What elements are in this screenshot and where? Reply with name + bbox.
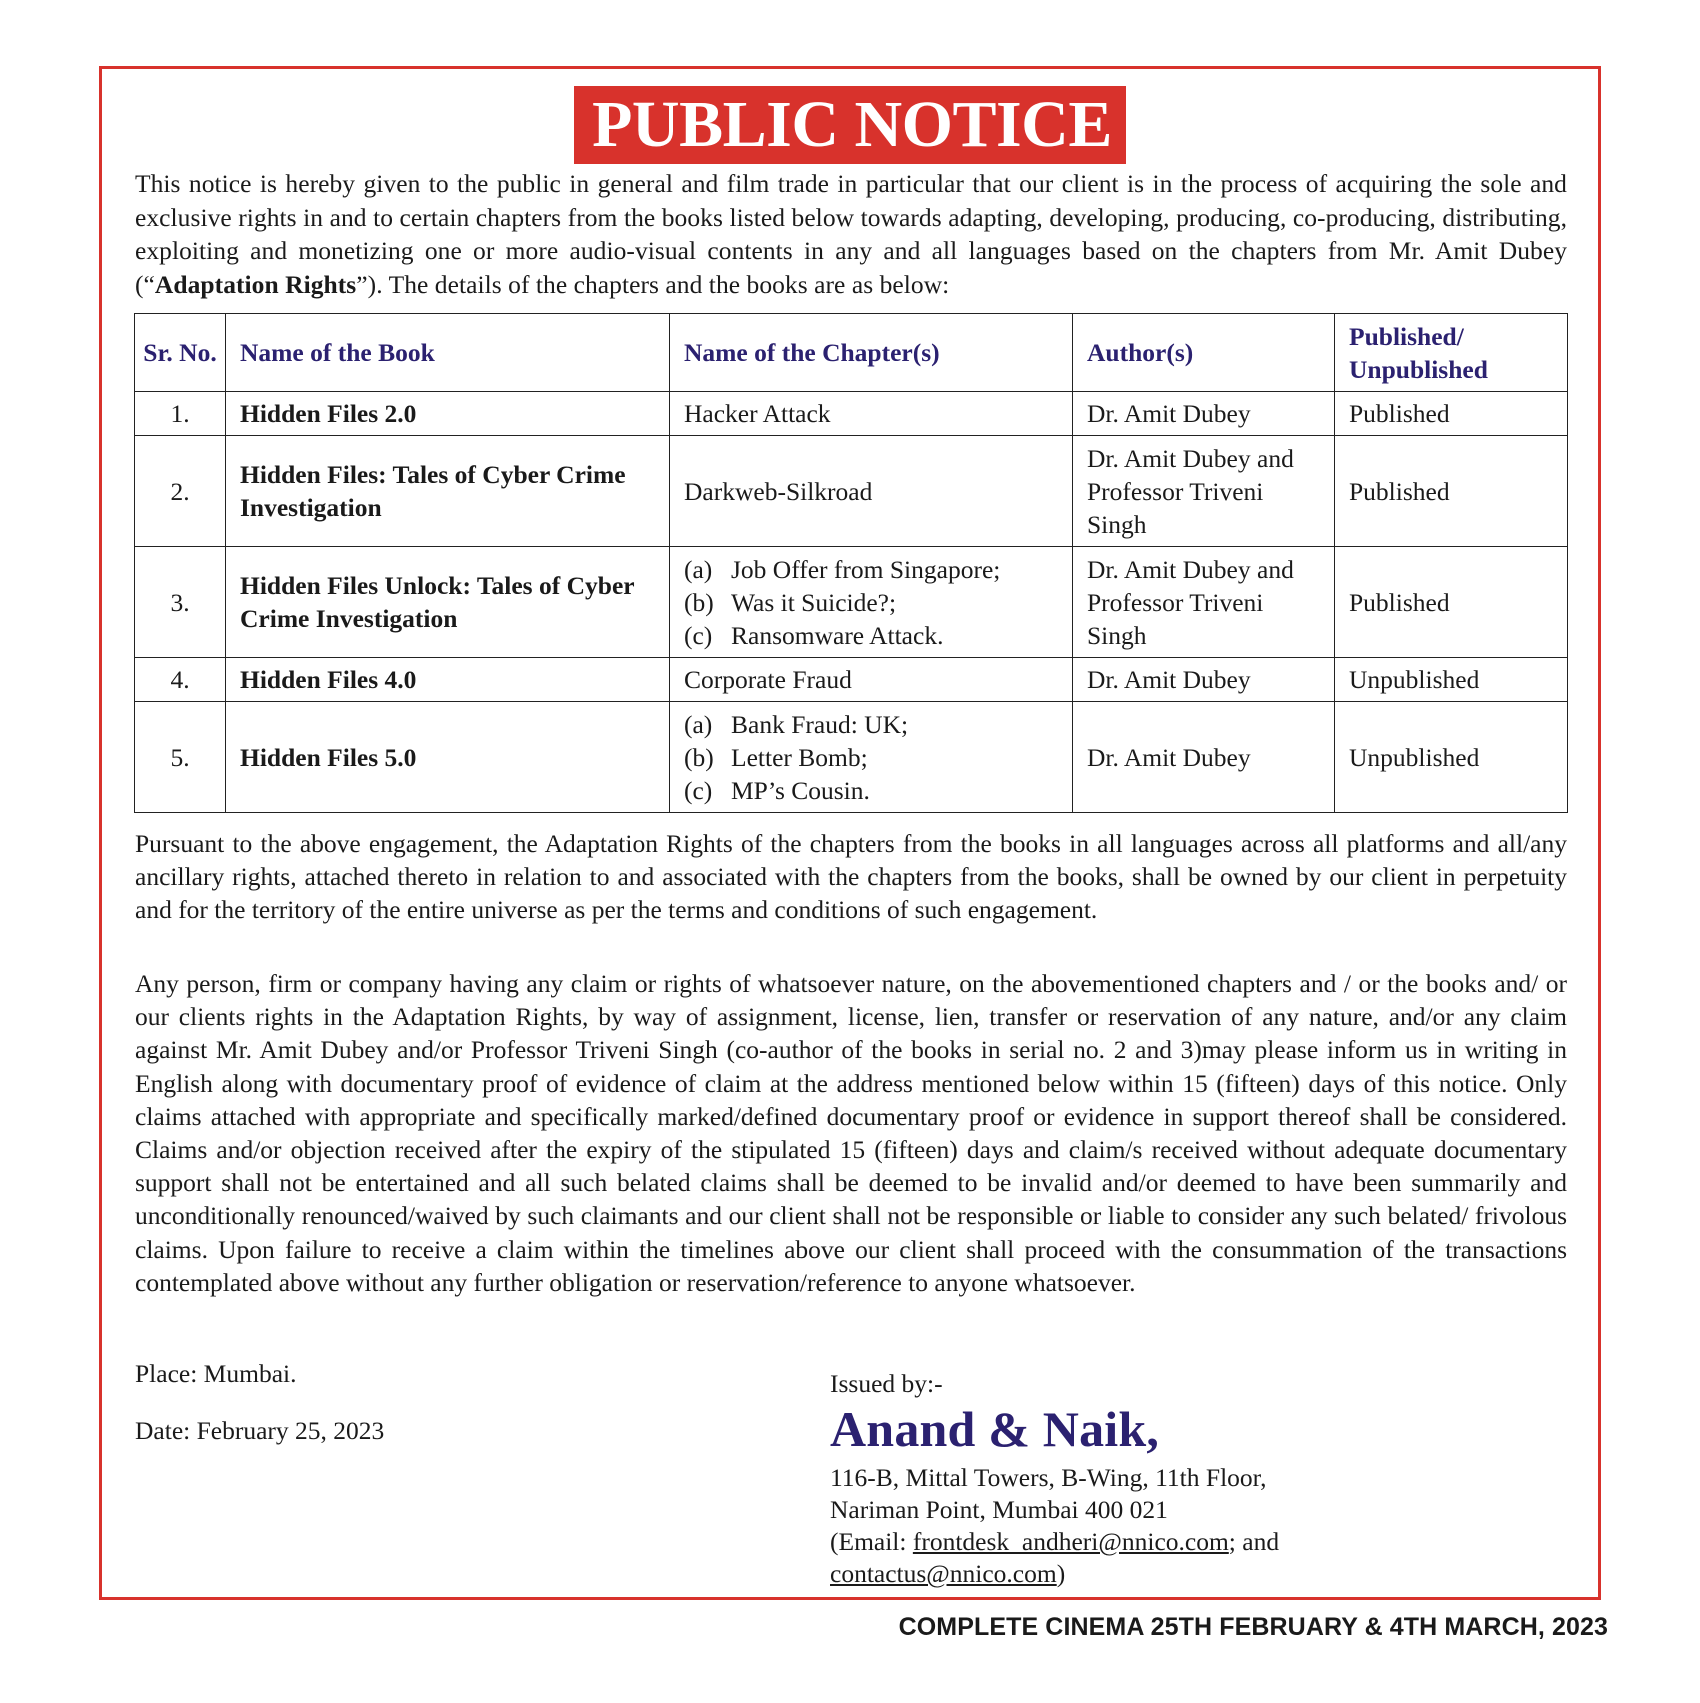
- cell-sr: 5.: [135, 702, 226, 813]
- cell-chapter: [670, 658, 1073, 702]
- firm-name-text: Anand & Naik: [830, 1401, 1147, 1457]
- issuer-block: [830, 1367, 1530, 1590]
- cell-author: Dr. Amit Dubey and Professor Triveni Singh: [1073, 436, 1335, 547]
- cell-book: Hidden Files Unlock: Tales of Cyber Crime Investigation: [226, 547, 670, 658]
- cell-status: Published: [1335, 436, 1568, 547]
- header-publish-status: Published/ Unpublished: [1335, 314, 1568, 392]
- cell-chapter: [670, 436, 1073, 547]
- engagement-paragraph: Pursuant to the above engagement, the Adaptation Rights of the chapters from the books in all languages across all platforms and all/any ancillary rights, attached thereto in relation to and associated with the chapters from the books, shall be owned by our client in perpetuity and for the territory of the entire universe as per the terms and conditions of such engagement.: [135, 829, 1567, 925]
- cell-author: Dr. Amit Dubey: [1073, 702, 1335, 813]
- header-sr-no: Sr. No.: [135, 314, 226, 392]
- list-item: [684, 774, 1058, 807]
- place-line: Place: Mumbai.: [135, 1359, 297, 1388]
- chapters-table: [134, 313, 1568, 813]
- table-row: [135, 436, 1568, 547]
- list-item: [684, 619, 1058, 652]
- cell-book: Hidden Files: Tales of Cyber Crime Investigation: [226, 436, 670, 547]
- header-book-name: Name of the Book: [226, 314, 670, 392]
- cell-chapter: [670, 547, 1073, 658]
- publication-footer: COMPLETE CINEMA 25TH FEBRUARY & 4TH MARCH, 2023: [898, 1613, 1608, 1641]
- email-join: ; and: [1228, 1527, 1280, 1556]
- title-wrap: [0, 86, 1700, 164]
- header-chapter-name: Name of the Chapter(s): [670, 314, 1073, 392]
- chapter-mark: (a): [684, 554, 713, 584]
- cell-book: Hidden Files 4.0: [226, 658, 670, 702]
- cell-sr: 1.: [135, 392, 226, 436]
- list-item: [684, 741, 1058, 774]
- cell-chapter: [670, 392, 1073, 436]
- list-item: [684, 708, 1058, 741]
- cell-sr: 3.: [135, 547, 226, 658]
- firm-name-comma: ,: [1146, 1401, 1160, 1457]
- notice-title: PUBLIC NOTICE: [574, 86, 1126, 164]
- chapter-list: [684, 553, 1058, 652]
- chapter-text: Corporate Fraud: [684, 665, 852, 694]
- chapter-text: Job Offer from Singapore;: [731, 554, 1001, 584]
- intro-text-before: This notice is hereby given to the public in general and film trade in particular that our client is in the process of acquiring the sole and exclusive rights in and to certain chapters from the books listed below towards adapting, developing, producing, co-producing, distributing, exploiting and monetizing one or more audio-visual contents in any and all languages based on the chapters from Mr. Amit Dubey (“: [135, 169, 1567, 299]
- cell-status: Unpublished: [1335, 702, 1568, 813]
- chapter-mark: (b): [684, 587, 714, 617]
- chapter-mark: (c): [684, 775, 713, 805]
- intro-defined-term: Adaptation Rights: [154, 269, 357, 299]
- email-link-contactus[interactable]: contactus@nnico.com: [830, 1559, 1057, 1588]
- intro-paragraph: [135, 167, 1567, 301]
- header-authors: Author(s): [1073, 314, 1335, 392]
- cell-status: Unpublished: [1335, 658, 1568, 702]
- email-line: [830, 1526, 1530, 1558]
- cell-sr: 4.: [135, 658, 226, 702]
- chapter-mark: (c): [684, 620, 713, 650]
- chapter-text: Was it Suicide?;: [731, 587, 897, 617]
- chapter-text: Darkweb-Silkroad: [684, 476, 873, 506]
- chapter-list: [684, 708, 1058, 807]
- email-suffix: ): [1056, 1559, 1066, 1588]
- chapter-text: Bank Fraud: UK;: [731, 709, 909, 739]
- cell-book: Hidden Files 2.0: [226, 392, 670, 436]
- list-item: [684, 586, 1058, 619]
- chapter-text: MP’s Cousin.: [731, 775, 870, 805]
- chapter-text: Ransomware Attack.: [731, 620, 944, 650]
- cell-sr: 2.: [135, 436, 226, 547]
- email-line-2: [830, 1558, 1530, 1590]
- email-link-frontdesk[interactable]: frontdesk_andheri@nnico.com: [912, 1527, 1229, 1556]
- cell-book: Hidden Files 5.0: [226, 702, 670, 813]
- chapter-mark: (a): [684, 709, 713, 739]
- address-line-2: Nariman Point, Mumbai 400 021: [830, 1495, 1168, 1524]
- cell-status: Published: [1335, 547, 1568, 658]
- table-row: [135, 392, 1568, 436]
- date-line: Date: February 25, 2023: [135, 1416, 385, 1445]
- cell-chapter: [670, 702, 1073, 813]
- chapter-text: Hacker Attack: [684, 399, 831, 428]
- cell-status: Published: [1335, 392, 1568, 436]
- table-row: [135, 702, 1568, 813]
- chapter-text: Letter Bomb;: [731, 742, 868, 772]
- cell-author: Dr. Amit Dubey: [1073, 658, 1335, 702]
- list-item: [684, 553, 1058, 586]
- firm-name: [830, 1400, 1530, 1458]
- claims-paragraph: Any person, firm or company having any claim or rights of whatsoever nature, on the abovementioned chapters and / or the books and/ or our clients rights in the Adaptation Rights, by way of assignment, license, lien, transfer or reservation of any nature, and/or any claim against Mr. Amit Dubey and/or Professor Triveni Singh (co-author of the books in serial no. 2 and 3)may please inform us in writing in English along with documentary proof of evidence of claim at the address mentioned below within 15 (fifteen) days of this notice. Only claims attached with appropriate and specifically marked/defined documentary proof or evidence in support thereof shall be considered. Claims and/or objection received after the expiry of the stipulated 15 (fifteen) days and claim/s received without adequate documentary support shall not be entertained and all such belated claims shall be deemed to be invalid and/or deemed to have been summarily and unconditionally renounced/waived by such claimants and our client shall not be responsible or liable to consider any such belated/ frivolous claims. Upon failure to receive a claim within the timelines above our client shall proceed with the consummation of the transactions contemplated above without any further obligation or reservation/reference to anyone whatsoever.: [135, 969, 1567, 1297]
- cell-author: Dr. Amit Dubey: [1073, 392, 1335, 436]
- table-row: [135, 547, 1568, 658]
- intro-text-after: ”). The details of the chapters and the books are as below:: [356, 269, 950, 299]
- table-row: [135, 658, 1568, 702]
- chapter-mark: (b): [684, 742, 714, 772]
- cell-author: Dr. Amit Dubey and Professor Triveni Singh: [1073, 547, 1335, 658]
- email-prefix: (Email:: [830, 1527, 913, 1556]
- table-header-row: [135, 314, 1568, 392]
- address-line-1: 116-B, Mittal Towers, B-Wing, 11th Floor,: [830, 1463, 1267, 1492]
- issued-by-label: Issued by:-: [830, 1369, 943, 1398]
